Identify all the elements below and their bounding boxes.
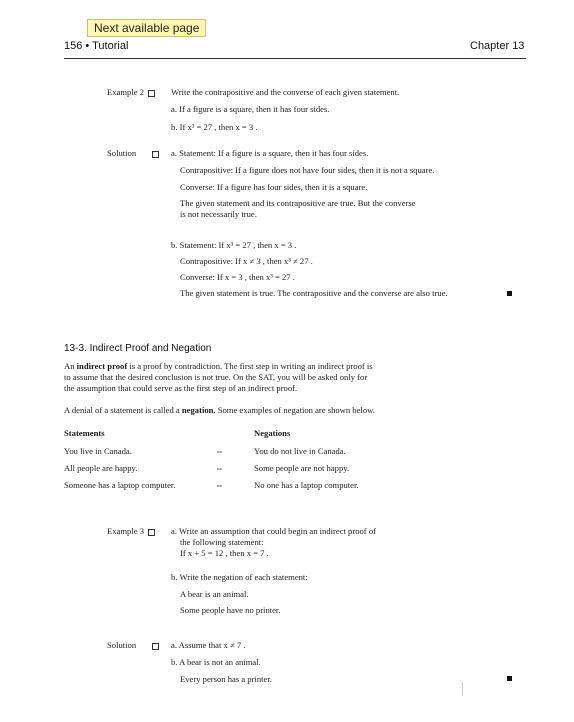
table-row-3-statement: Someone has a laptop computer.: [64, 480, 176, 490]
example3-a-line-1: a. Write an assumption that could begin an indirect proof of: [171, 526, 376, 536]
solution2-a-statement: a. Statement: If a figure is a square, then it has four sides.: [171, 148, 369, 158]
solution2-a-note-2: is not necessarily true.: [180, 209, 257, 219]
example2-a: a. If a figure is a square, then it has four sides.: [171, 104, 330, 114]
header-left: 156 • Tutorial: [64, 40, 129, 52]
solution2-b-note: The given statement is true. The contrapositive and the converse are also true.: [180, 288, 448, 298]
equivalence-arrow-icon: ⇔: [215, 480, 224, 490]
header-right: Chapter 13: [470, 40, 525, 52]
equivalence-arrow-icon: ⇔: [215, 446, 224, 456]
example-marker-icon: [148, 90, 155, 97]
solution2-b-statement: b. Statement: If x³ = 27 , then x = 3 .: [171, 240, 297, 250]
table-row-1-statement: You live in Canada.: [64, 446, 132, 456]
table-row-3-negation: No one has a laptop computer.: [254, 480, 359, 490]
section-paragraph-1-line-3: the assumption that could serve as the first step of an indirect proof.: [64, 383, 298, 393]
solution2-a-converse: Converse: If a figure has four sides, then it is a square.: [180, 182, 368, 192]
table-row-2-statement: All people are happy.: [64, 463, 138, 473]
example3-b-line-2: A bear is an animal.: [180, 589, 249, 599]
example-marker-icon: [148, 529, 155, 536]
solution2-label: Solution: [107, 148, 137, 158]
table-row-1-negation: You do not live in Canada.: [254, 446, 346, 456]
solution3-b-2: Every person has a printer.: [180, 674, 272, 684]
example3-a-line-2: the following statement:: [180, 537, 264, 547]
section-paragraph-1: An indirect proof is a proof by contradiction. The first step in writing an indirect proof is: [64, 361, 373, 371]
example2-label: Example 2: [107, 87, 159, 98]
end-of-solution-icon: [507, 291, 512, 296]
solution2-a-note-1: The given statement and its contrapositive are true. But the converse: [180, 198, 416, 208]
solution2-b-converse: Converse: If x = 3 , then x³ = 27 .: [180, 272, 295, 282]
scroll-edge-mark: [462, 682, 463, 696]
example2-prompt: Write the contrapositive and the converse of each given statement.: [171, 87, 400, 97]
example3-a-line-3: If x + 5 = 12 , then x = 7 .: [180, 548, 269, 558]
end-of-solution-icon: [507, 676, 512, 681]
solution3-b: b. A bear is not an animal.: [171, 657, 261, 667]
solution-marker-icon: [152, 643, 159, 650]
header-rule: [64, 58, 526, 59]
table-row-2-negation: Some people are not happy.: [254, 463, 350, 473]
section-paragraph-1-line-2: to assume that the desired conclusion is not true. On the SAT, you will be asked only for: [64, 372, 368, 382]
solution-marker-icon: [152, 151, 159, 158]
solution2-a-contrapositive: Contrapositive: If a figure does not have four sides, then it is not a square.: [180, 165, 435, 175]
solution2-b-contrapositive: Contrapositive: If x ≠ 3 , then x³ ≠ 27 .: [180, 256, 313, 266]
table-header-statements: Statements: [64, 428, 105, 438]
section-paragraph-2: A denial of a statement is called a negation. Some examples of negation are shown below.: [64, 405, 375, 415]
solution3-a: a. Assume that x ≠ 7 .: [171, 640, 246, 650]
example3-b-line-3: Some people have no printer.: [180, 605, 281, 615]
next-page-tooltip: Next available page: [87, 19, 206, 37]
section-title: 13-3. Indirect Proof and Negation: [64, 343, 212, 354]
example3-label: Example 3: [107, 526, 159, 537]
table-header-negations: Negations: [254, 428, 291, 438]
solution3-label: Solution: [107, 640, 137, 650]
example3-b-line-1: b. Write the negation of each statement:: [171, 572, 308, 582]
example2-b: b. If x³ = 27 , then x = 3 .: [171, 122, 258, 132]
equivalence-arrow-icon: ⇔: [215, 463, 224, 473]
